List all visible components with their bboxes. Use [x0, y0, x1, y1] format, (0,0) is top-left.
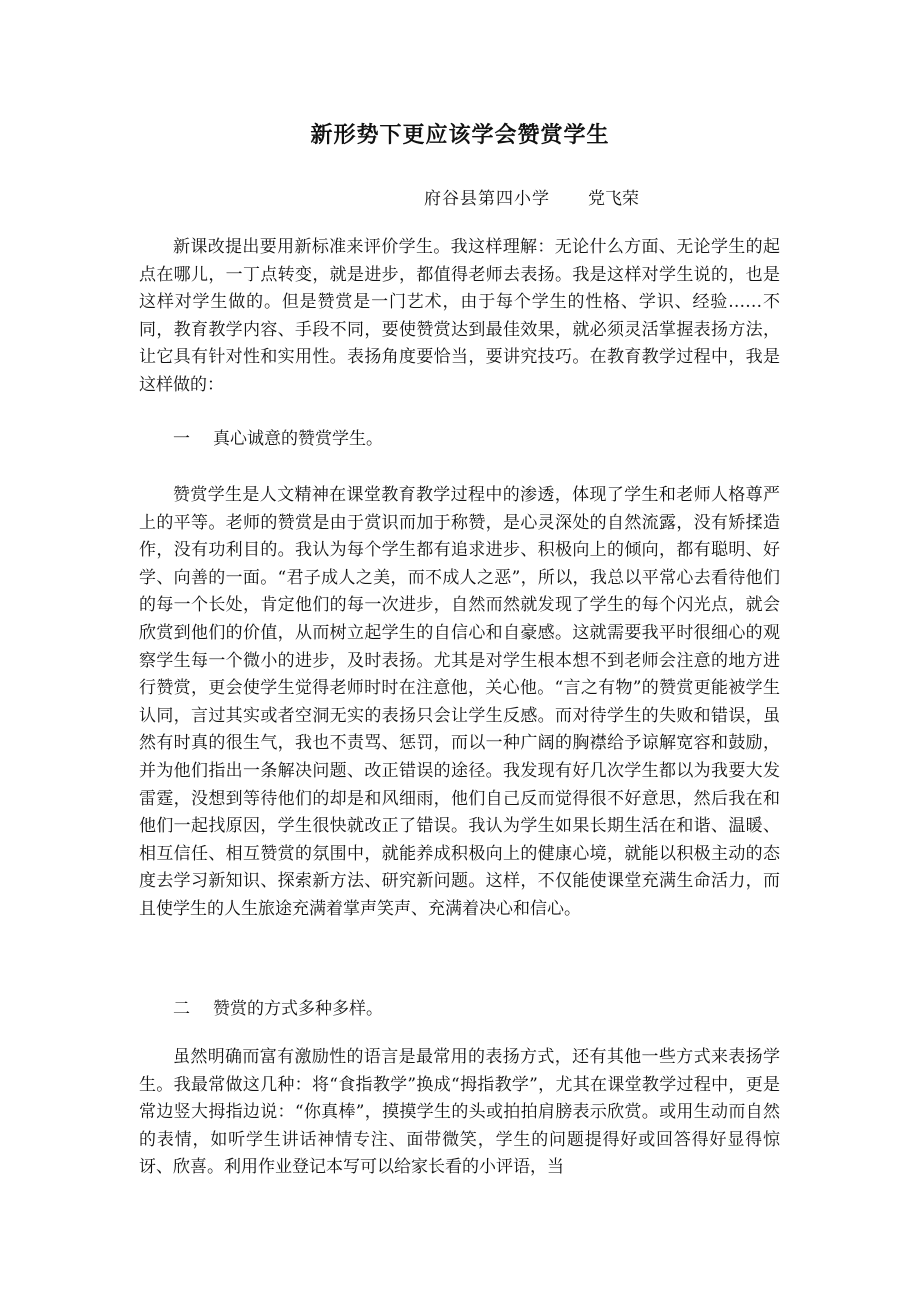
section-2-paragraph: 虽然明确而富有激励性的语言是最常用的表扬方式，还有其他一些方式来表扬学生。我最常做这几种：将“食指教学”换成“拇指教学”，尤其在课堂教学过程中，更是常边竖大拇指边说：“你真棒”，摸摸学生的头或拍拍肩膀表示欣赏。或用生动而自然的表情，如听学生讲话神情专注、面带微笑，学生的问题提得好或回答得好显得惊讶、欣喜。利用作业登记本写可以给家长看的小评语，当 [139, 1047, 780, 1178]
section-title-2: 赞赏的方式多种多样。 [213, 999, 383, 1019]
section-number-2: 二 [173, 999, 190, 1019]
intro-paragraph: 新课改提出要用新标准来评价学生。我这样理解：无论什么方面、无论学生的起点在哪儿，一丁点转变，就是进步，都值得老师去表扬。我是这样对学生说的，也是这样对学生做的。但是赞赏是一门艺术，由于每个学生的性格、学识、经验……不同，教育教学内容、手段不同，要使赞赏达到最佳效果，就必须灵活掌握表扬方法，让它具有针对性和实用性。表扬角度要恰当，要讲究技巧。在教育教学过程中，我是这样做的： [139, 237, 780, 395]
section-1-paragraph: 赞赏学生是人文精神在课堂教育教学过程中的渗透，体现了学生和老师人格尊严上的平等。老师的赞赏是由于赏识而加于称赞，是心灵深处的自然流露，没有矫揉造作，没有功利目的。我认为每个学生都有追求进步、积极向上的倾向，都有聪明、好学、向善的一面。“君子成人之美，而不成人之恶”，所以，我总以平常心去看待他们的每一个长处，肯定他们的每一次进步，自然而然就发现了学生的每个闪光点，就会欣赏到他们的价值，从而树立起学生的自信心和自豪感。这就需要我平时很细心的观察学生每一个微小的进步，及时表扬。尤其是对学生根本想不到老师会注意的地方进行赞赏，更会使学生觉得老师时时在注意他，关心他。“言之有物”的赞赏更能被学生认同，言过其实或者空洞无实的表扬只会让学生反感。而对待学生的失败和错误，虽然有时真的很生气，我也不责骂、惩罚，而以一种广阔的胸襟给予谅解宽容和鼓励，并为他们指出一条解决问题、改正错误的途径。我发现有好几次学生都以为我要大发雷霆，没想到等待他们的却是和风细雨，他们自己反而觉得很不好意思，然后我在和他们一起找原因，学生很快就改正了错误。我认为学生如果长期生活在和谐、温暖、相互信任、相互赞赏的氛围中，就能养成积极向上的健康心境，就能以积极主动的态度去学习新知识、探索新方法、研究新问题。这样，不仅能使课堂充满生命活力，而且使学生的人生旅途充满着掌声笑声、充满着决心和信心。 [139, 485, 780, 919]
byline-author: 党飞荣 [588, 189, 639, 209]
section-heading-2 [173, 996, 383, 1024]
section-heading-1 [173, 426, 383, 454]
byline [424, 186, 639, 212]
byline-school: 府谷县第四小学 [424, 189, 550, 209]
section-title-1: 真心诚意的赞赏学生。 [213, 429, 383, 449]
document-title: 新形势下更应该学会赞赏学生 [310, 123, 610, 148]
section-number-1: 一 [173, 429, 190, 449]
